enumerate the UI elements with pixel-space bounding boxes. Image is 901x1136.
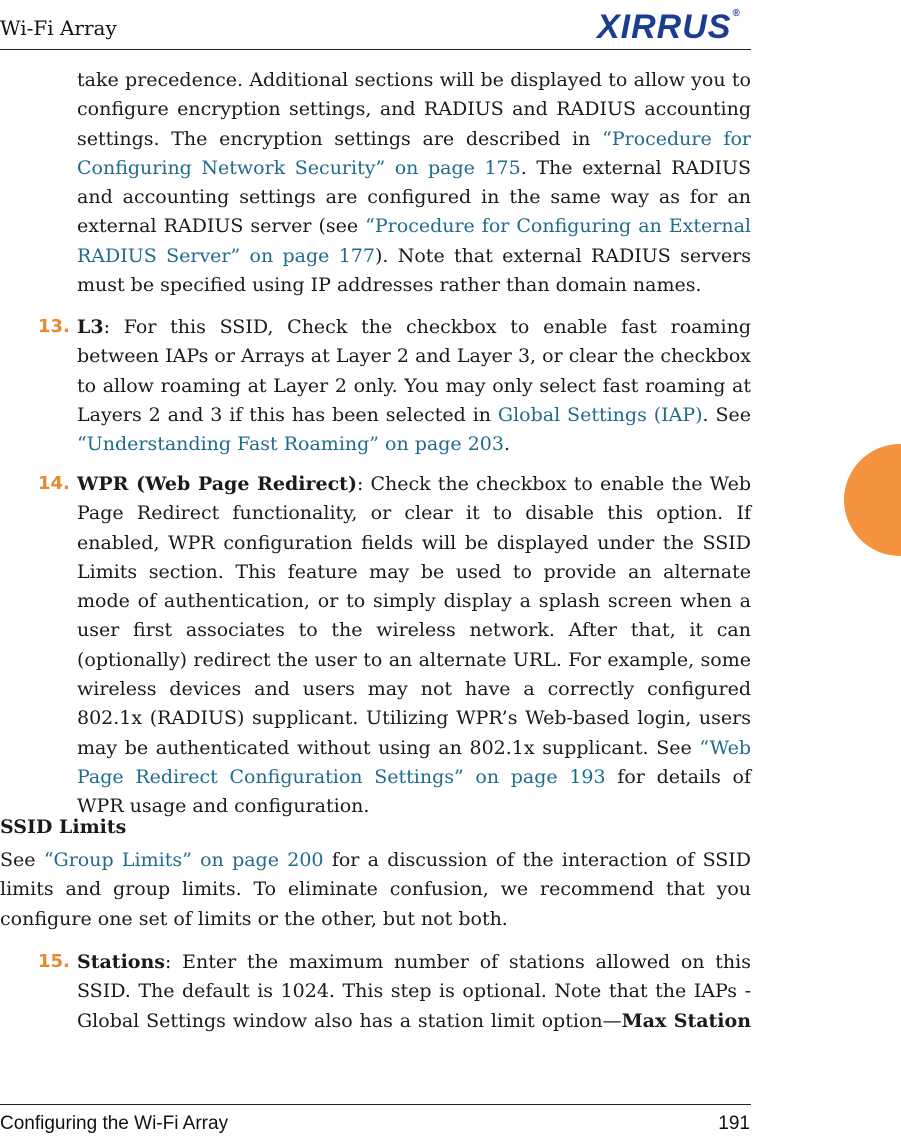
link-wpr-settings[interactable]: “Web Page Redirect Configuration Settings” on page 193 [77, 736, 751, 788]
step-number-13: 13. [38, 316, 70, 337]
intro-paragraph: take precedence. Additional sections will be displayed to allow you to configure encryption settings, and RADIUS and RADIUS accounting settings. The encryption settings are described in “Procedure for Configuring Network Security” on page 175. The external RADIUS and accounting settings are configured in the same way as for an external RADIUS server (see “Procedure for Configuring an External RADIUS Server” on page 177). Note that external RADIUS servers must be specified using IP addresses rather than domain names. [77, 69, 752, 297]
term-stations: Stations [77, 951, 165, 973]
chapter-tab-marker [844, 444, 901, 556]
logo-text: XIRRUS [597, 8, 732, 46]
step-number-15: 15. [38, 951, 70, 972]
step-14-text: WPR (Web Page Redirect): Check the checkbox to enable the Web Page Redirect functionality, or clear it to disable this option. If enabled, WPR configuration fields will be displayed under the SSID Limits section. This feature may be used to provide an alternate mode of authentication, or to simply display a splash screen when a user first associates to the wireless network. After that, it can (optionally) redirect the user to an alternate URL. For example, some wireless devices and users may not have a correctly configured 802.1x (RADIUS) supplicant. Utilizing WPR’s Web-based login, users may be authenticated without using an 802.1x supplicant. See “Web Page Redirect Configuration Settings” on page 193 for details of WPR usage and configuration. [77, 473, 752, 818]
xirrus-logo [597, 8, 741, 47]
step-15-text: Stations: Enter the maximum number of stations allowed on this SSID. The default is 1024. This step is optional. Note that the IAPs - Global Settings window also has a station limit option—Max Station [77, 951, 752, 1032]
step-13-text: L3: For this SSID, Check the checkbox to enable fast roaming between IAPs or Arrays at Layer 2 and Layer 3, or clear the checkbox to allow roaming at Layer 2 only. You may only select fast roaming at Layers 2 and 3 if this has been selected in Global Settings (IAP). See “Understanding Fast Roaming” on page 203. [77, 316, 751, 456]
section-heading-ssid-limits: SSID Limits [0, 816, 127, 838]
term-l3: L3 [77, 316, 104, 338]
ssid-limits-paragraph: See “Group Limits” on page 200 for a discussion of the interaction of SSID limits and group limits. To eliminate confusion, we recommend that you configure one set of limits or the other, but not both. [0, 849, 752, 930]
link-external-radius[interactable]: “Procedure for Configuring an External RADIUS Server” on page 177 [77, 215, 751, 267]
link-fast-roaming[interactable]: “Understanding Fast Roaming” on page 203 [77, 433, 504, 456]
link-global-settings[interactable]: Global Settings (IAP) [497, 403, 703, 426]
link-network-security[interactable]: “Procedure for Configuring Network Security” on page 175 [77, 127, 751, 179]
footer-rule [0, 1104, 751, 1105]
page-number: 191 [718, 1113, 750, 1134]
link-group-limits[interactable]: “Group Limits” on page 200 [43, 849, 324, 871]
running-header-title: Wi-Fi Array [0, 16, 117, 40]
term-max-station: Max Station [621, 1009, 752, 1032]
registered-mark: ® [732, 8, 741, 19]
step-number-14: 14. [38, 473, 70, 494]
footer-chapter-title: Configuring the Wi-Fi Array [0, 1113, 229, 1134]
term-wpr: WPR (Web Page Redirect) [77, 473, 357, 495]
header-rule [0, 49, 751, 50]
